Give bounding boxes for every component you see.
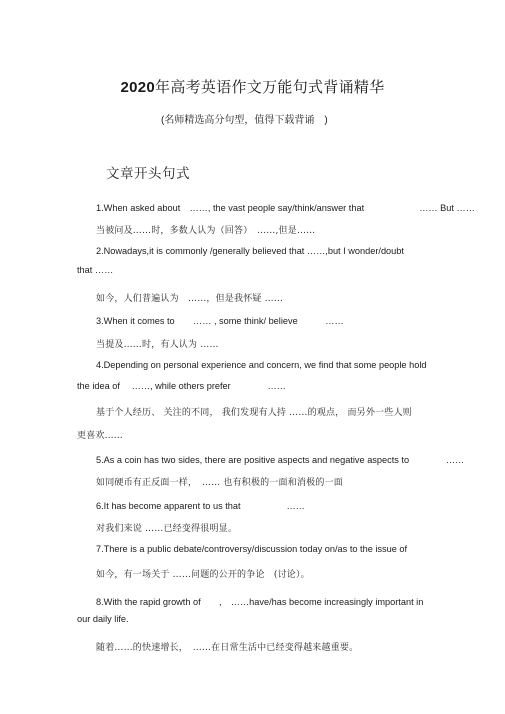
english-sentence-line: our daily life.: [77, 614, 129, 624]
title-text: 年高考英语作文万能句式背诵精华: [155, 79, 385, 96]
english-sentence-line: 5.As a coin has two sides, there are positive aspects and negative aspects to ……: [96, 455, 465, 465]
chinese-translation-line: 随着……的快速增长， ……在日常生活中已经变得越来越重要。: [96, 643, 359, 653]
english-sentence-line: 7.There is a public debate/controversy/discussion today on/as to the issue of: [96, 544, 408, 554]
english-sentence-line: 2.Nowadays,it is commonly /generally believed that ……,but I wonder/doubt: [96, 246, 404, 256]
title-year: 2020: [120, 79, 156, 96]
chinese-translation-line: 如今，人们普遍认为 ……，但是我怀疑 ……: [96, 294, 284, 304]
english-sentence-line: 3.When it comes to …… , some think/ believe ……: [96, 316, 344, 326]
chinese-translation-line: 基于个人经历、 关注的不同， 我们发现有人持 ……的观点， 而另外一些人则: [96, 408, 412, 418]
section-heading: 文章开头句式: [106, 166, 190, 181]
english-sentence-line: that ……: [77, 265, 114, 275]
chinese-translation-line: 更喜欢……: [77, 431, 124, 441]
page-title: [0, 76, 505, 97]
page-subtitle: (名师精选高分句型，值得下载背诵 ): [161, 115, 328, 126]
english-sentence-line: 6.It has become apparent to us that ……: [96, 501, 305, 511]
chinese-translation-line: 对我们来说 ……已经变得很明显。: [96, 524, 238, 534]
chinese-translation-line: 如今，有一场关于 ……问题的公开的争论 (讨论）。: [96, 570, 310, 580]
english-sentence-line: 1.When asked about ……, the vast people say/think/answer that …… But ……: [96, 203, 475, 213]
english-sentence-line: 8.With the rapid growth of , ……have/has become increasingly important in: [96, 597, 424, 607]
chinese-translation-line: 当提及……时，有人认为 ……: [96, 340, 219, 350]
chinese-translation-line: 当被问及……时，多数人认为（回答） ……,但是……: [96, 226, 316, 236]
english-sentence-line: 4.Depending on personal experience and concern, we find that some people hold: [96, 360, 427, 370]
english-sentence-line: the idea of ……, while others prefer ……: [77, 381, 286, 391]
chinese-translation-line: 如同硬币有正反面一样， …… 也有积极的一面和消极的一面: [96, 478, 343, 488]
